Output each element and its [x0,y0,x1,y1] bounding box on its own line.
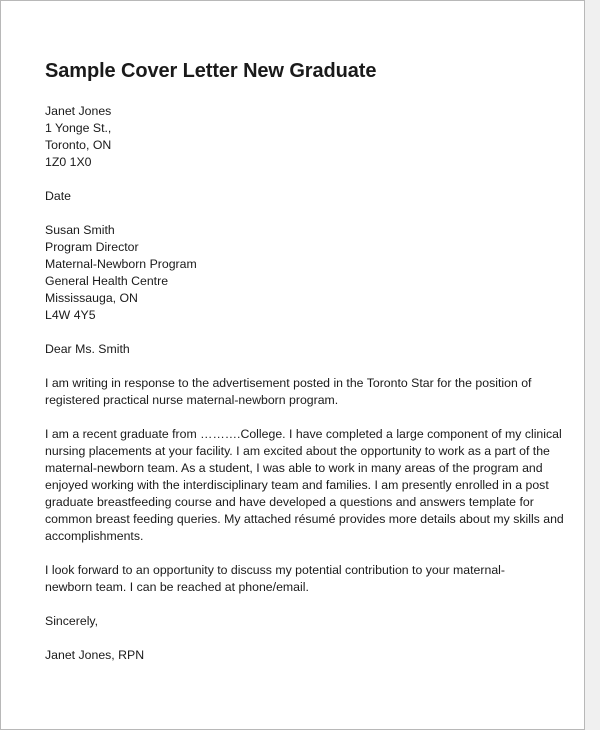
document-title: Sample Cover Letter New Graduate [45,60,377,82]
sender-name: Janet Jones [45,104,112,118]
sender-street: 1 Yonge St., [45,121,112,135]
paragraph-3 [45,562,565,596]
salutation: Dear Ms. Smith [45,342,130,356]
paragraph-line: common breast feeding queries. My attached résumé provides more details about my skills and [45,512,564,526]
recipient-name: Susan Smith [45,223,115,237]
paragraph-line: I look forward to an opportunity to discuss my potential contribution to your maternal- [45,563,505,577]
sender-city: Toronto, ON [45,138,112,152]
paragraph-line: I am writing in response to the advertisement posted in the Toronto Star for the position of [45,376,532,390]
sender-postal: 1Z0 1X0 [45,155,92,169]
paragraph-line: registered practical nurse maternal-newborn program. [45,393,339,407]
sender-address [45,103,565,171]
recipient-city: Mississauga, ON [45,291,138,305]
paragraph-line: accomplishments. [45,529,144,543]
closing: Sincerely, [45,614,99,628]
paragraph-line: I am a recent graduate from ……….College. I have completed a large component of my clinical [45,427,562,441]
paragraph-1 [45,375,565,409]
scrollbar-track[interactable] [585,0,600,730]
paragraph-line: enjoyed working with the interdisciplinary team and families. I am presently enrolled in a post [45,478,549,492]
paragraph-2 [45,426,565,545]
paragraph-line: graduate breastfeeding course and have developed a questions and answers template for [45,495,534,509]
recipient-program: Maternal-Newborn Program [45,257,197,271]
recipient-title: Program Director [45,240,139,254]
signature: Janet Jones, RPN [45,648,145,662]
paragraph-line: newborn team. I can be reached at phone/email. [45,580,309,594]
recipient-address [45,222,565,324]
recipient-organization: General Health Centre [45,274,169,288]
recipient-postal: L4W 4Y5 [45,308,96,322]
date-line: Date [45,189,71,203]
paragraph-line: maternal-newborn team. As a student, I was able to work in many areas of the program and [45,461,543,475]
letter-content [45,57,565,664]
paragraph-line: nursing placements at your facility. I am excited about the opportunity to work as a part of the [45,444,550,458]
